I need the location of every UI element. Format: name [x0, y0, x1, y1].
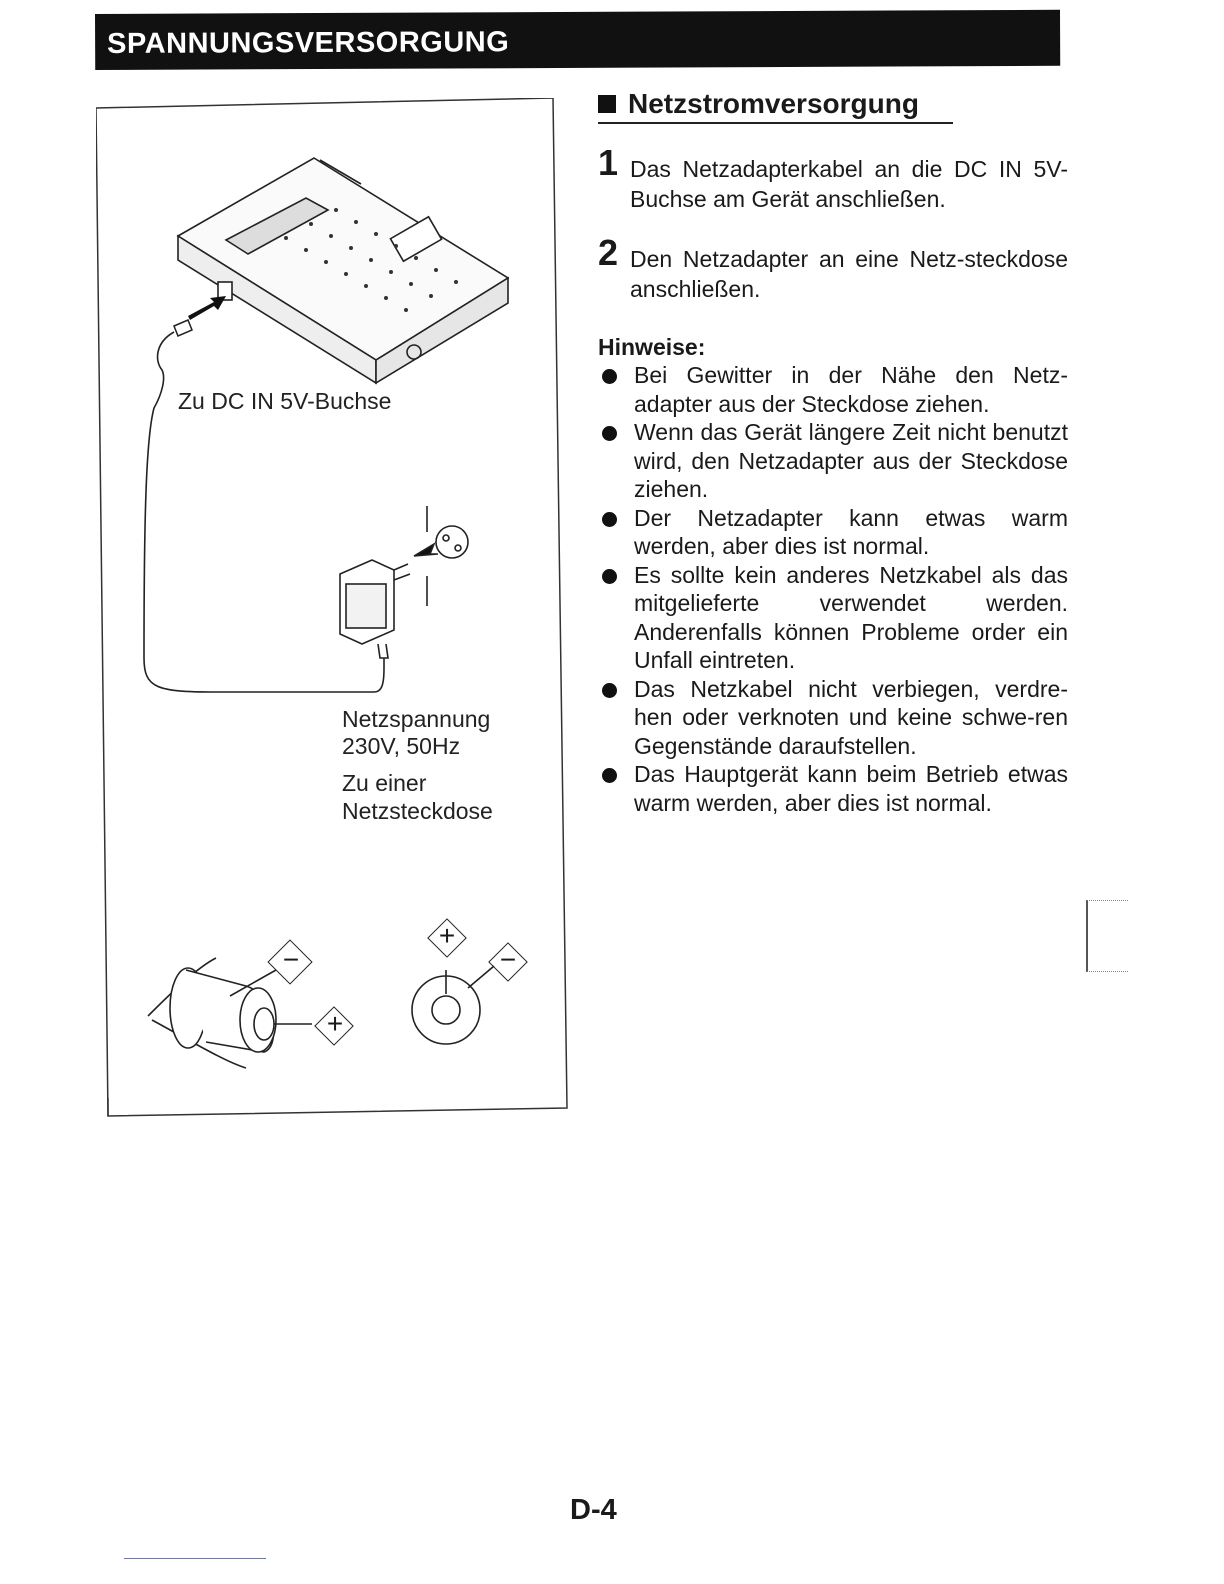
- note-item: [598, 418, 1068, 504]
- note-text: Der Netzadapter kann etwas warm werden, aber dies ist normal.: [634, 504, 1068, 559]
- section-header-bar: [95, 10, 1060, 70]
- jack-polarity-drawing: [412, 966, 494, 1044]
- bullet-dot-icon: [602, 369, 617, 384]
- bullet-dot-icon: [602, 683, 617, 698]
- note-text: Es sollte kein anderes Netzkabel als das mitgelieferte verwendet werden. Anderenfalls können Probleme order ein Unfall eintreten.: [634, 561, 1068, 673]
- illustration-panel: [96, 98, 564, 1116]
- dc-in-label: Zu DC IN 5V-Buchse: [178, 388, 392, 414]
- bullet-dot-icon: [602, 569, 617, 584]
- socket-label-line1: Zu einer: [342, 770, 427, 796]
- socket-label-line2: Netzsteckdose: [342, 798, 493, 824]
- notes-list: [598, 361, 1068, 817]
- note-text: Das Netzkabel nicht verbiegen, verdre-hen oder verknoten und keine schwe-ren Gegenstände daraufstellen.: [634, 675, 1068, 759]
- section-heading: [598, 88, 953, 124]
- instructions-column: [598, 88, 1068, 817]
- bullet-dot-icon: [602, 512, 617, 527]
- bullet-dot-icon: [602, 426, 617, 441]
- notes-heading: Hinweise:: [598, 334, 706, 360]
- step-text: Den Netzadapter an eine Netz-steckdose anschließen.: [630, 246, 1068, 302]
- note-text: Wenn das Gerät längere Zeit nicht benutzt wird, den Netzadapter aus der Steckdose ziehen.: [634, 419, 1068, 502]
- note-item: [598, 504, 1068, 561]
- note-item: [598, 361, 1068, 418]
- step-text: Das Netzadapterkabel an die DC IN 5V-Buchse am Gerät anschließen.: [630, 156, 1068, 212]
- section-heading-text: Netzstromversorgung: [628, 88, 919, 119]
- bottom-divider: [124, 1558, 266, 1559]
- step-2: [598, 232, 1068, 304]
- step-1: [598, 142, 1068, 214]
- voltage-label-line2: 230V, 50Hz: [342, 733, 461, 759]
- polarity-plus-symbol-jack-label: +: [438, 920, 456, 951]
- bullet-dot-icon: [602, 768, 617, 783]
- page-number: D-4: [570, 1494, 617, 1526]
- step-number: 1: [598, 142, 619, 183]
- note-item: [598, 675, 1068, 761]
- wall-socket-drawing: [414, 506, 468, 606]
- note-item: [598, 760, 1068, 817]
- player-device-drawing: [178, 158, 508, 383]
- polarity-minus-symbol-jack-label: −: [499, 944, 517, 975]
- square-bullet-icon: [598, 95, 616, 113]
- note-text: Bei Gewitter in der Nähe den Netz-adapter aus der Steckdose ziehen.: [634, 362, 1068, 417]
- note-item: [598, 561, 1068, 675]
- ac-adapter-drawing: [340, 560, 410, 658]
- page-edge-tab-marker: [1086, 900, 1128, 972]
- section-header-title: SPANNUNGSVERSORGUNG: [107, 26, 510, 60]
- note-text: Das Hauptgerät kann beim Betrieb etwas warm werden, aber dies ist normal.: [634, 761, 1068, 816]
- voltage-label-line1: Netzspannung: [342, 706, 491, 732]
- step-number: 2: [598, 232, 619, 273]
- polarity-minus-symbol-battery-label: −: [282, 944, 300, 975]
- polarity-plus-symbol-battery-label: +: [326, 1008, 344, 1039]
